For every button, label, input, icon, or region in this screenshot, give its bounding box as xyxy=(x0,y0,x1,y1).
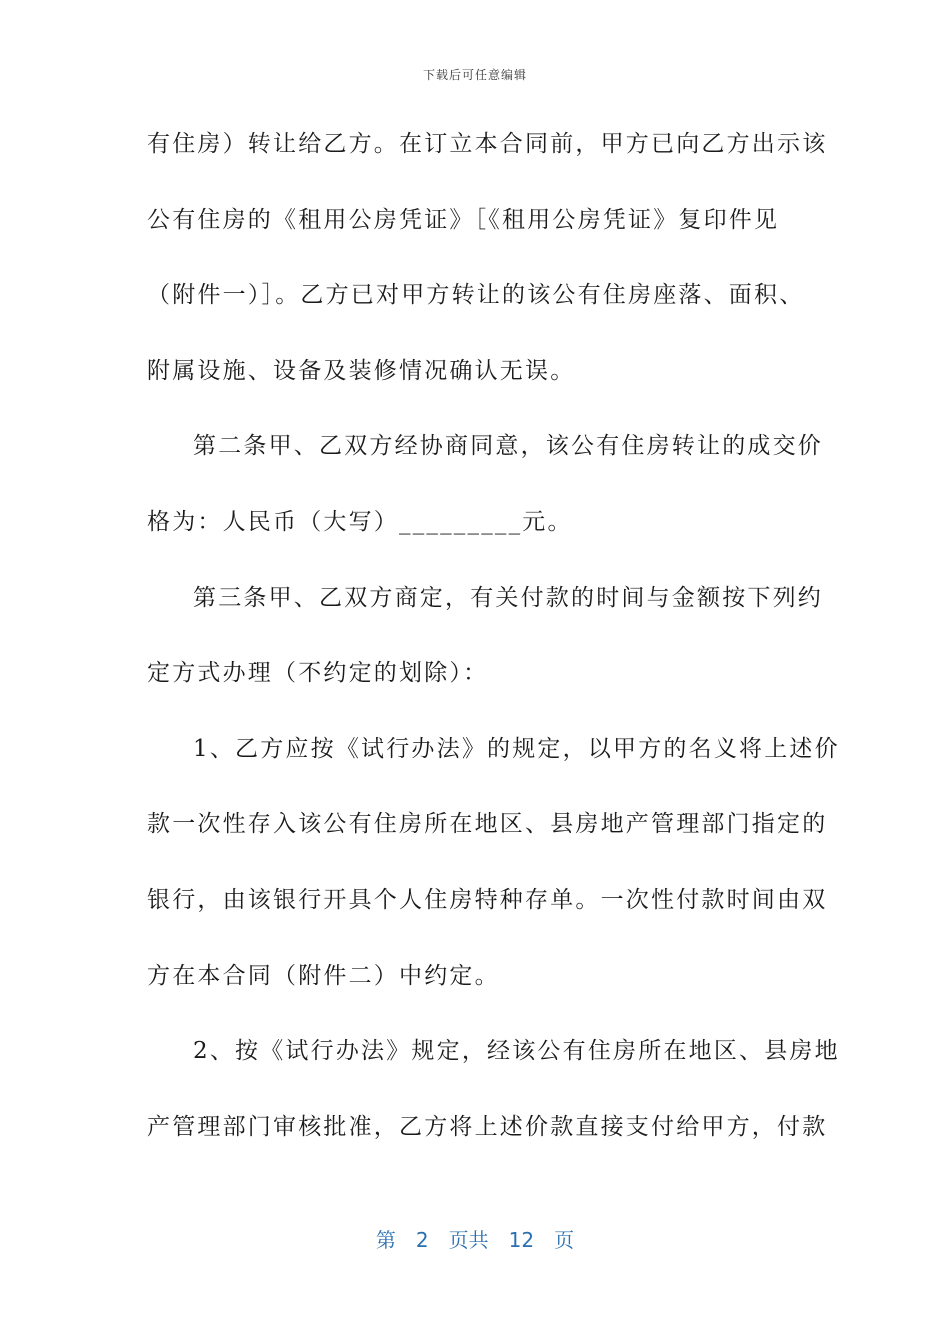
page-header: 下载后可任意编辑 xyxy=(422,68,527,82)
body-line: 产管理部门审核批准，乙方将上述价款直接支付给甲方，付款 xyxy=(147,1113,828,1140)
total-page-count: 12 xyxy=(508,1228,535,1252)
body-line: 2、按《试行办法》规定，经该公有住房所在地区、县房地 xyxy=(193,1038,840,1065)
footer-suffix: 页 xyxy=(554,1228,575,1252)
body-line: 公有住房的《租用公房凭证》［《租用公房凭证》复印件见 xyxy=(147,206,780,233)
page-footer xyxy=(0,1224,950,1253)
body-line: （附件一）］。乙方已对甲方转让的该公有住房座落、面积、 xyxy=(147,282,805,309)
footer-middle: 页共 xyxy=(448,1228,489,1252)
body-line: 定方式办理（不约定的划除）： xyxy=(147,660,489,687)
document-body xyxy=(147,118,840,1176)
body-line: 方在本合同（附件二）中约定。 xyxy=(147,962,500,989)
body-line: 第三条甲、乙双方商定，有关付款的时间与金额按下列约 xyxy=(193,584,823,611)
footer-prefix: 第 xyxy=(375,1228,396,1252)
body-line: 银行，由该银行开具个人住房特种存单。一次性付款时间由双 xyxy=(147,886,828,913)
body-line: 附属设施、设备及装修情况确认无误。 xyxy=(147,357,576,384)
body-line: 1、乙方应按《试行办法》的规定，以甲方的名义将上述价 xyxy=(193,735,840,762)
body-line: 有住房）转让给乙方。在订立本合同前，甲方已向乙方出示该 xyxy=(147,131,828,157)
body-line: 格为：人民币（大写）_________元。 xyxy=(147,508,573,535)
current-page-number: 2 xyxy=(415,1228,429,1252)
body-line: 第二条甲、乙双方经协商同意，该公有住房转让的成交价 xyxy=(193,433,823,460)
body-line: 款一次性存入该公有住房所在地区、县房地产管理部门指定的 xyxy=(147,811,828,838)
